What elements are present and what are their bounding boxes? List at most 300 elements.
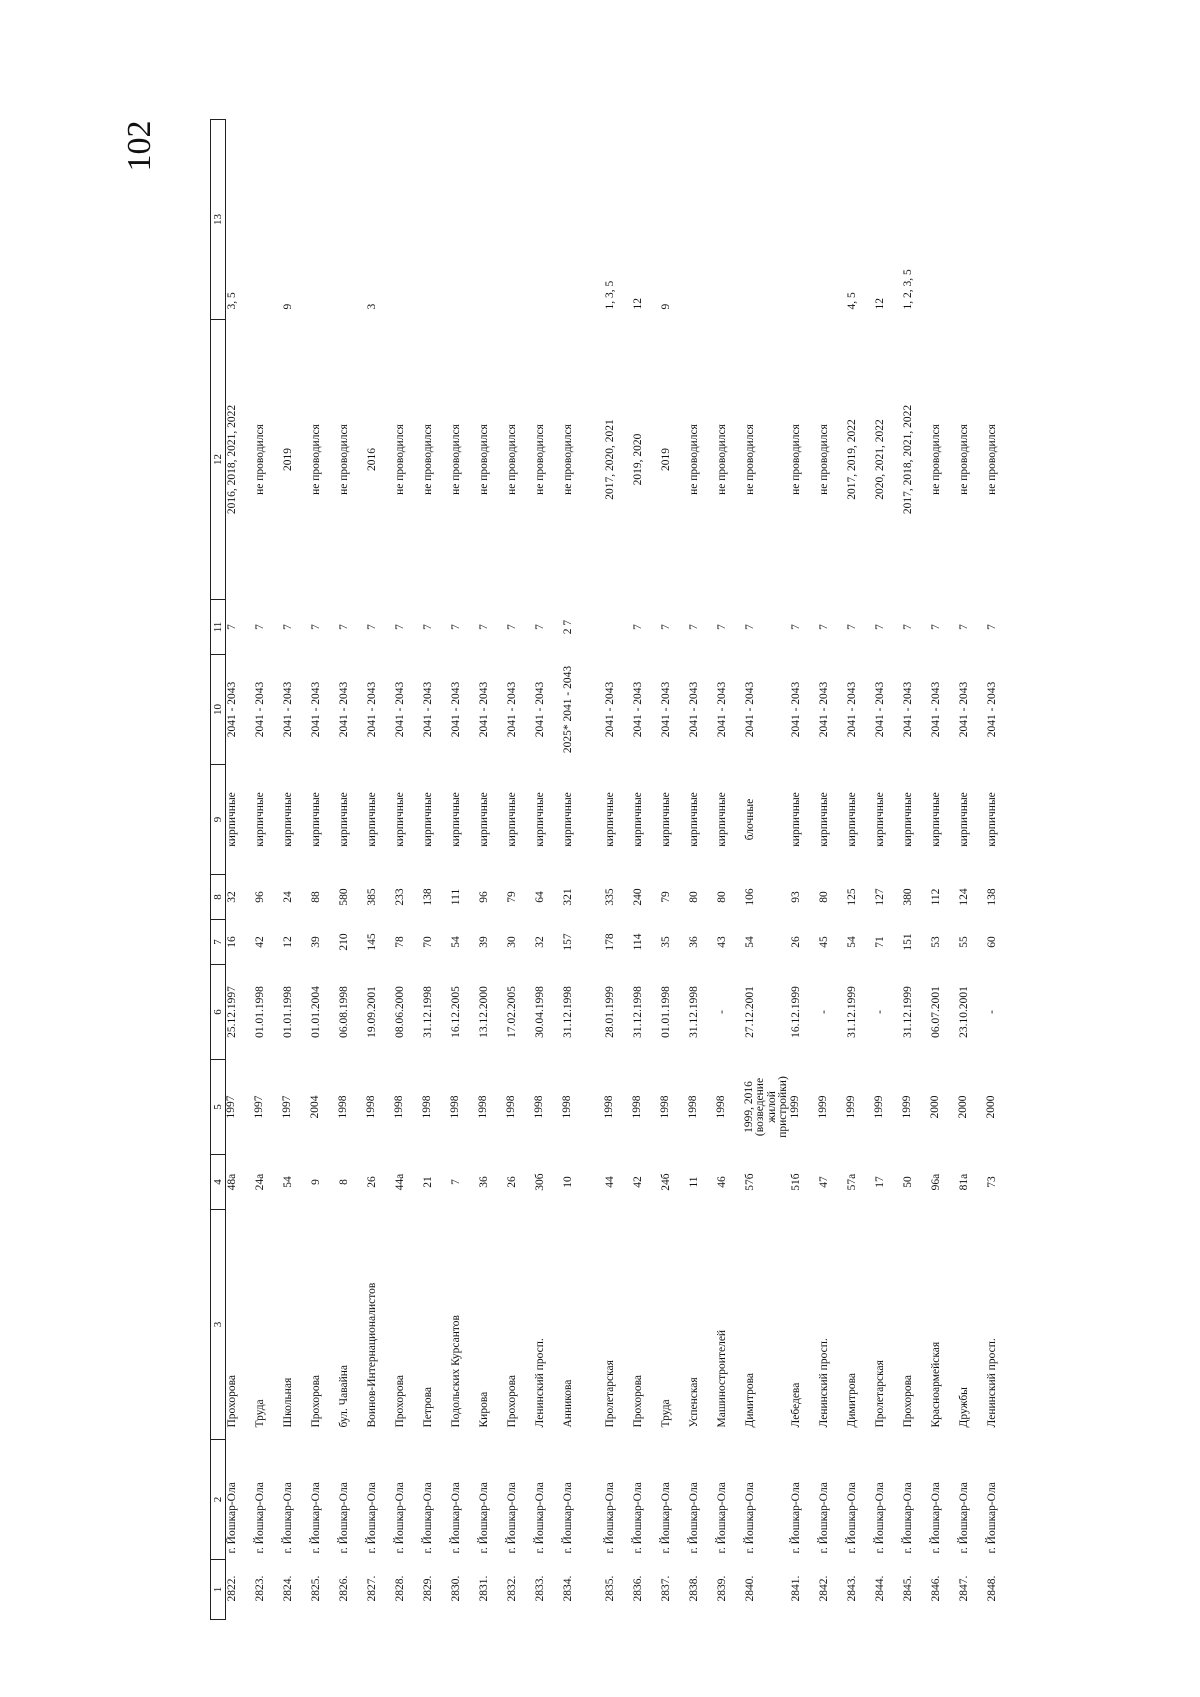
row-number: 2844. (873, 1575, 886, 1602)
house-number-cell: 24б (659, 1173, 672, 1191)
table-row (632, 120, 660, 1620)
build-year-cell: 1998 (504, 1095, 517, 1119)
house-number-cell: 8 (337, 1179, 350, 1185)
row-number: 2826. (337, 1575, 350, 1602)
col8-cell: 80 (715, 891, 728, 903)
col-header-9: 9 (211, 765, 226, 875)
wall-material-cell: кирпичные (901, 792, 914, 847)
repair-years-cell: 2017, 2018, 2021, 2022 (901, 404, 914, 515)
build-year-cell: 1999 (872, 1095, 885, 1119)
col11-cell: 7 (337, 624, 350, 630)
col7-cell: 178 (603, 933, 616, 951)
col11-cell: 7 (929, 624, 942, 630)
house-number-cell: 73 (985, 1176, 998, 1188)
col13-cell (506, 120, 534, 320)
wall-material-cell: кирпичные (603, 792, 616, 847)
col7-cell: 151 (901, 933, 914, 951)
build-year-cell: 2000 (956, 1095, 969, 1119)
city-cell: г. Йошкар-Ола (533, 1482, 546, 1554)
row-number: 2840. (743, 1575, 756, 1602)
street-cell: Прохорова (226, 1375, 238, 1428)
city-cell: г. Йошкар-Ола (365, 1482, 378, 1554)
wall-material-cell: кирпичные (421, 792, 434, 847)
repair-period-cell: 2041 - 2043 (421, 681, 434, 738)
city-cell: г. Йошкар-Ола (281, 1482, 294, 1554)
date-cell: - (715, 1010, 728, 1014)
wall-material-cell: кирпичные (309, 792, 322, 847)
table-row (688, 120, 716, 1620)
build-year-cell: 1999, 2016 (возведение жилой пристройки) (742, 1076, 789, 1138)
repair-period-cell: 2041 - 2043 (281, 681, 294, 738)
house-number-cell: 9 (309, 1179, 322, 1185)
col8-cell: 335 (603, 888, 616, 906)
city-cell: г. Йошкар-Ола (477, 1482, 490, 1554)
col-header-5: 5 (211, 1060, 226, 1155)
col8-cell: 124 (957, 888, 970, 906)
col13-cell (394, 120, 422, 320)
col8-cell: 24 (281, 891, 294, 903)
col8-cell: 240 (631, 888, 644, 906)
house-number-cell: 44 (603, 1176, 616, 1188)
house-number-cell: 36 (477, 1176, 490, 1188)
col8-cell: 138 (985, 888, 998, 906)
street-cell: Ленинский просп. (533, 1338, 546, 1428)
col13-cell (958, 120, 986, 320)
repair-period-cell: 2041 - 2043 (789, 681, 802, 738)
col13-cell: 9 (281, 303, 294, 310)
repair-years-cell: 2020, 2021, 2022 (873, 419, 886, 500)
date-cell: 01.01.1998 (659, 986, 672, 1038)
street-cell: Ленинский просп. (985, 1338, 998, 1428)
repair-years-cell: 2019 (659, 448, 672, 471)
col11-cell: 7 (687, 624, 700, 630)
table-row (422, 120, 450, 1620)
repair-years-cell: не проводился (715, 424, 728, 495)
date-cell: 06.07.2001 (929, 986, 942, 1038)
house-number-cell: 51б (789, 1173, 802, 1191)
city-cell: г. Йошкар-Ола (687, 1482, 700, 1554)
col13-cell (790, 120, 818, 320)
date-cell: 25.12.1997 (226, 986, 238, 1038)
street-cell: Подольских Курсантов (449, 1315, 462, 1428)
city-cell: г. Йошкар-Ола (743, 1482, 756, 1554)
col8-cell: 88 (309, 891, 322, 903)
city-cell: г. Йошкар-Ола (985, 1482, 998, 1554)
row-number: 2830. (449, 1575, 462, 1602)
city-cell: г. Йошкар-Ола (817, 1482, 830, 1554)
date-cell: 31.12.1999 (901, 986, 914, 1038)
house-number-cell: 81а (957, 1173, 970, 1191)
col11-cell: 7 (715, 624, 728, 630)
col13-cell (338, 120, 366, 320)
col8-cell: 80 (687, 891, 700, 903)
col8-cell: 106 (743, 888, 756, 906)
date-cell: 01.01.1998 (281, 986, 294, 1038)
col7-cell: 54 (845, 936, 858, 948)
build-year-cell: 1999 (844, 1095, 857, 1119)
col8-cell: 112 (929, 888, 942, 906)
street-cell: Ленинский просп. (817, 1338, 830, 1428)
build-year-cell: 1997 (280, 1095, 293, 1119)
date-cell: 27.12.2001 (743, 986, 756, 1038)
house-number-cell: 26 (505, 1176, 518, 1188)
col7-cell: 157 (561, 933, 574, 951)
city-cell: г. Йошкар-Ола (561, 1482, 574, 1554)
col7-cell: 114 (631, 933, 644, 951)
city-cell: г. Йошкар-Ола (226, 1482, 238, 1554)
col11-cell: 7 (789, 624, 802, 630)
street-cell: бул. Чавайна (337, 1364, 350, 1428)
wall-material-cell: кирпичные (449, 792, 462, 847)
col7-cell: 54 (743, 936, 756, 948)
col-header-7: 7 (211, 920, 226, 965)
repair-years-cell: не проводился (789, 424, 802, 495)
col7-cell: 78 (393, 936, 406, 948)
wall-material-cell: блочные (743, 798, 756, 841)
city-cell: г. Йошкар-Ола (337, 1482, 350, 1554)
col11-cell: 7 (845, 624, 858, 630)
repair-period-cell: 2041 - 2043 (603, 681, 616, 738)
build-year-cell: 1998 (686, 1095, 699, 1119)
street-cell: Петрова (421, 1387, 434, 1428)
col7-cell: 70 (421, 936, 434, 948)
repair-years-cell: 2017, 2020, 2021 (603, 419, 616, 500)
col7-cell: 35 (659, 936, 672, 948)
col-header-11: 11 (211, 600, 226, 655)
house-number-cell: 17 (873, 1176, 886, 1188)
repair-years-cell: не проводился (743, 424, 756, 495)
row-number: 2847. (957, 1575, 970, 1602)
rotated-table-container (210, 120, 998, 1620)
col8-cell: 580 (337, 888, 350, 906)
house-number-cell: 30б (533, 1173, 546, 1191)
table-body (226, 120, 1014, 1620)
city-cell: г. Йошкар-Ола (873, 1482, 886, 1554)
date-cell: 31.12.1998 (687, 986, 700, 1038)
col13-cell: 1, 2, 3, 5 (901, 269, 914, 310)
house-number-cell: 54 (281, 1176, 294, 1188)
date-cell: 06.08.1998 (337, 986, 350, 1038)
repair-years-cell: не проводился (687, 424, 700, 495)
table-row (874, 120, 902, 1620)
date-cell: 13.12.2000 (477, 986, 490, 1038)
build-year-cell: 1997 (225, 1095, 237, 1119)
col11-cell: 7 (505, 624, 518, 630)
col13-cell: 12 (631, 298, 644, 310)
col7-cell: 145 (365, 933, 378, 951)
col8-cell: 111 (449, 888, 462, 906)
row-number: 2836. (631, 1575, 644, 1602)
col7-cell: 42 (253, 936, 266, 948)
build-year-cell: 1998 (560, 1095, 573, 1119)
repair-years-cell: 2016 (365, 448, 378, 471)
wall-material-cell: кирпичные (687, 792, 700, 847)
col-header-12: 12 (211, 320, 226, 600)
col8-cell: 233 (393, 888, 406, 906)
col11-cell: 7 (226, 624, 238, 630)
table-row (660, 120, 688, 1620)
date-cell: 31.12.1998 (561, 986, 574, 1038)
row-number: 2839. (715, 1575, 728, 1602)
row-number: 2846. (929, 1575, 942, 1602)
city-cell: г. Йошкар-Ола (957, 1482, 970, 1554)
col13-cell: 1, 3, 5 (603, 280, 616, 310)
col13-cell (534, 120, 562, 320)
col13-cell (716, 120, 744, 320)
col7-cell: 54 (449, 936, 462, 948)
repair-period-cell: 2041 - 2043 (365, 681, 378, 738)
table-row (226, 120, 254, 1620)
col13-cell (254, 120, 282, 320)
col7-cell: 39 (309, 936, 322, 948)
wall-material-cell: кирпичные (957, 792, 970, 847)
street-cell: Красноармейская (929, 1341, 942, 1428)
row-number: 2829. (421, 1575, 434, 1602)
city-cell: г. Йошкар-Ола (845, 1482, 858, 1554)
table-row (562, 120, 604, 1620)
col7-cell: 53 (929, 936, 942, 948)
row-number: 2834. (561, 1575, 574, 1602)
street-cell: Труда (253, 1399, 266, 1428)
col11-cell: 7 (631, 624, 644, 630)
col-header-1: 1 (211, 1560, 226, 1620)
repair-years-cell: не проводился (561, 424, 574, 495)
city-cell: г. Йошкар-Ола (901, 1482, 914, 1554)
city-cell: г. Йошкар-Ола (309, 1482, 322, 1554)
wall-material-cell: кирпичные (253, 792, 266, 847)
house-number-cell: 42 (631, 1176, 644, 1188)
city-cell: г. Йошкар-Ола (393, 1482, 406, 1554)
col11-cell (604, 600, 632, 655)
repair-period-cell: 2025* 2041 - 2043 (561, 665, 574, 754)
date-cell: 31.12.1999 (845, 986, 858, 1038)
page-number: 102 (121, 120, 158, 172)
table-row (930, 120, 958, 1620)
table-row (534, 120, 562, 1620)
col13-cell (688, 120, 716, 320)
house-number-cell: 96а (929, 1173, 942, 1191)
col13-cell (562, 120, 604, 320)
col13-cell: 4, 5 (845, 292, 858, 310)
col13-cell (986, 120, 1014, 320)
col8-cell: 96 (253, 891, 266, 903)
repair-years-cell: не проводился (957, 424, 970, 495)
house-number-cell: 26 (365, 1176, 378, 1188)
col13-cell (818, 120, 846, 320)
build-year-cell: 1998 (448, 1095, 461, 1119)
row-number: 2824. (281, 1575, 294, 1602)
row-number: 2831. (477, 1575, 490, 1602)
build-year-cell: 1998 (658, 1095, 671, 1119)
table-row (958, 120, 986, 1620)
house-number-cell: 46 (715, 1176, 728, 1188)
date-cell: 08.06.2000 (393, 986, 406, 1038)
col11-cell: 7 (659, 624, 672, 630)
table-row (818, 120, 846, 1620)
build-year-cell: 1998 (336, 1095, 349, 1119)
street-cell: Прохорова (901, 1375, 914, 1428)
col8-cell: 79 (659, 891, 672, 903)
col8-cell: 96 (477, 891, 490, 903)
house-number-cell: 11 (687, 1176, 700, 1188)
col13-cell (930, 120, 958, 320)
col11-cell: 7 (365, 624, 378, 630)
col13-cell: 12 (873, 298, 886, 310)
house-number-cell: 24а (253, 1173, 266, 1191)
city-cell: г. Йошкар-Ола (421, 1482, 434, 1554)
street-cell: Пролетарская (603, 1360, 616, 1428)
street-cell: Дружбы (957, 1387, 970, 1428)
repair-years-cell: не проводился (985, 424, 998, 495)
col11-cell: 7 (421, 624, 434, 630)
housing-register-table (210, 119, 1014, 1620)
repair-years-cell: не проводился (817, 424, 830, 495)
repair-years-cell: не проводился (477, 424, 490, 495)
build-year-cell: 1998 (364, 1095, 377, 1119)
row-number: 2848. (985, 1575, 998, 1602)
street-cell: Прохорова (505, 1375, 518, 1428)
col11-cell: 7 (901, 624, 914, 630)
col8-cell: 127 (873, 888, 886, 906)
wall-material-cell: кирпичные (337, 792, 350, 847)
row-number: 2835. (603, 1575, 616, 1602)
date-cell: 23.10.2001 (957, 986, 970, 1038)
street-cell: Воинов-Интернационалистов (365, 1282, 378, 1428)
row-number: 2837. (659, 1575, 672, 1602)
city-cell: г. Йошкар-Ола (449, 1482, 462, 1554)
repair-period-cell: 2041 - 2043 (873, 681, 886, 738)
house-number-cell: 47 (817, 1176, 830, 1188)
table-row (394, 120, 422, 1620)
build-year-cell: 1998 (714, 1095, 727, 1119)
repair-period-cell: 2041 - 2043 (631, 681, 644, 738)
table-row (506, 120, 534, 1620)
table-row (986, 120, 1014, 1620)
row-number: 2841. (789, 1575, 802, 1602)
col11-cell: 7 (309, 624, 322, 630)
wall-material-cell: кирпичные (477, 792, 490, 847)
repair-period-cell: 2041 - 2043 (957, 681, 970, 738)
table-row (716, 120, 744, 1620)
col7-cell: 12 (281, 936, 294, 948)
house-number-cell: 50 (901, 1176, 914, 1188)
col13-cell (450, 120, 478, 320)
date-cell: - (873, 1010, 886, 1014)
street-cell: Успенская (687, 1377, 700, 1428)
build-year-cell: 1998 (392, 1095, 405, 1119)
repair-period-cell: 2041 - 2043 (226, 681, 238, 738)
street-cell: Прохорова (631, 1375, 644, 1428)
col-header-10: 10 (211, 655, 226, 765)
repair-years-cell: не проводился (533, 424, 546, 495)
col7-cell: 39 (477, 936, 490, 948)
table-row (254, 120, 282, 1620)
col13-cell (478, 120, 506, 320)
row-number: 2845. (901, 1575, 914, 1602)
date-cell: 17.02.2005 (505, 986, 518, 1038)
repair-period-cell: 2041 - 2043 (929, 681, 942, 738)
repair-period-cell: 2041 - 2043 (253, 681, 266, 738)
repair-period-cell: 2041 - 2043 (533, 681, 546, 738)
build-year-cell: 2004 (308, 1095, 321, 1119)
table-row (478, 120, 506, 1620)
table-row (366, 120, 394, 1620)
date-cell: - (817, 1010, 830, 1014)
wall-material-cell: кирпичные (281, 792, 294, 847)
house-number-cell: 21 (421, 1176, 434, 1188)
repair-period-cell: 2041 - 2043 (659, 681, 672, 738)
col8-cell: 321 (561, 888, 574, 906)
wall-material-cell: кирпичные (873, 792, 886, 847)
col7-cell: 210 (337, 933, 350, 951)
repair-years-cell: 2017, 2019, 2022 (845, 419, 858, 500)
street-cell: Прохорова (309, 1375, 322, 1428)
table-row (846, 120, 874, 1620)
wall-material-cell: кирпичные (226, 792, 238, 847)
street-cell: Труда (659, 1399, 672, 1428)
repair-period-cell: 2041 - 2043 (505, 681, 518, 738)
col7-cell: 16 (226, 936, 238, 948)
col7-cell: 71 (873, 936, 886, 948)
repair-years-cell: 2019, 2020 (631, 433, 644, 486)
city-cell: г. Йошкар-Ола (505, 1482, 518, 1554)
repair-years-cell: не проводился (421, 424, 434, 495)
build-year-cell: 2000 (984, 1095, 997, 1119)
col8-cell: 138 (421, 888, 434, 906)
repair-period-cell: 2041 - 2043 (845, 681, 858, 738)
wall-material-cell: кирпичные (365, 792, 378, 847)
date-cell: 31.12.1998 (631, 986, 644, 1038)
repair-years-cell: не проводился (505, 424, 518, 495)
wall-material-cell: кирпичные (561, 792, 574, 847)
col8-cell: 79 (505, 891, 518, 903)
repair-period-cell: 2041 - 2043 (743, 681, 756, 738)
col-header-8: 8 (211, 875, 226, 920)
col11-cell: 7 (449, 624, 462, 630)
city-cell: г. Йошкар-Ола (603, 1482, 616, 1554)
wall-material-cell: кирпичные (659, 792, 672, 847)
date-cell: 19.09.2001 (365, 986, 378, 1038)
street-cell: Прохорова (393, 1375, 406, 1428)
build-year-cell: 1998 (476, 1095, 489, 1119)
row-number: 2833. (533, 1575, 546, 1602)
col7-cell: 26 (789, 936, 802, 948)
col8-cell: 80 (817, 891, 830, 903)
col-header-2: 2 (211, 1440, 226, 1560)
col7-cell: 60 (985, 936, 998, 948)
row-number: 2843. (845, 1575, 858, 1602)
street-cell: Машиностроителей (715, 1329, 728, 1428)
repair-period-cell: 2041 - 2043 (477, 681, 490, 738)
col11-cell: 7 (743, 624, 756, 630)
repair-years-cell: 2016, 2018, 2021, 2022 (226, 404, 238, 515)
wall-material-cell: кирпичные (817, 792, 830, 847)
col7-cell: 36 (687, 936, 700, 948)
build-year-cell: 1998 (602, 1095, 615, 1119)
col13-cell: 3 (365, 303, 378, 310)
wall-material-cell: кирпичные (505, 792, 518, 847)
build-year-cell: 1998 (532, 1095, 545, 1119)
row-number: 2832. (505, 1575, 518, 1602)
repair-years-cell: не проводился (309, 424, 322, 495)
wall-material-cell: кирпичные (789, 792, 802, 847)
city-cell: г. Йошкар-Ола (929, 1482, 942, 1554)
col11-cell: 7 (253, 624, 266, 630)
date-cell: 31.12.1998 (421, 986, 434, 1038)
col13-cell: 9 (659, 303, 672, 310)
wall-material-cell: кирпичные (929, 792, 942, 847)
col13-cell (422, 120, 450, 320)
